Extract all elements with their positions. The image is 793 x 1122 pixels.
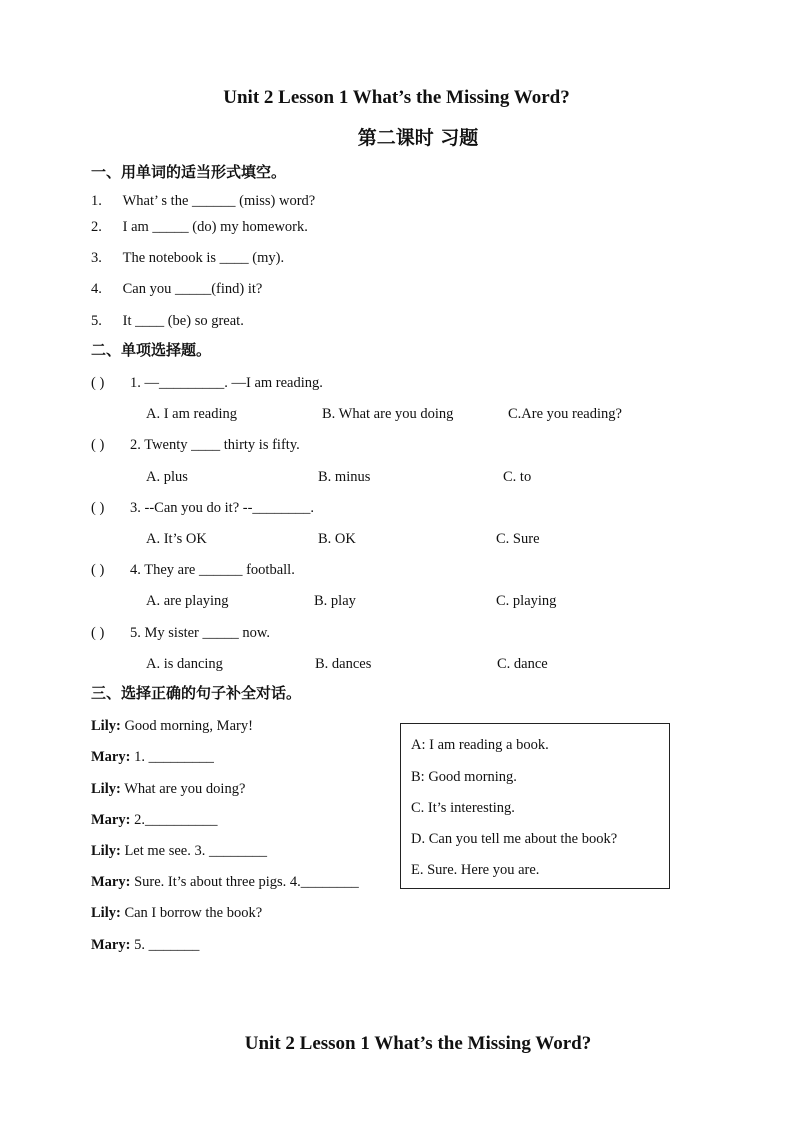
speaker-name: Lily: [91, 843, 121, 859]
speaker-name: Mary: [91, 937, 131, 953]
page-subtitle: 第二课时 习题 [357, 127, 479, 149]
item-text: I am _____ (do) my homework. [122, 219, 308, 235]
option-a: A. It’s OK [146, 531, 207, 547]
item-number: 1. [91, 193, 102, 209]
dialogue-line [91, 906, 262, 921]
option-b: B. OK [318, 531, 356, 547]
dialogue-line [91, 875, 359, 890]
option-b: B. What are you doing [322, 406, 454, 422]
dialogue-line [91, 813, 217, 828]
mc-question-1 [91, 376, 323, 391]
speaker-name: Lily: [91, 781, 121, 797]
option-c: C. to [503, 469, 532, 485]
question-stem: 3. --Can you do it? --________. [130, 500, 315, 516]
dialogue-text: Sure. It’s about three pigs. 4.________ [134, 874, 359, 890]
section2-heading: 二、单项选择题。 [91, 341, 212, 359]
item-text: The notebook is ____ (my). [122, 250, 285, 266]
speaker-name: Lily: [91, 718, 121, 734]
dialogue-line [91, 938, 199, 953]
page-title: Unit 2 Lesson 1 What’s the Missing Word? [223, 87, 570, 108]
dialogue-text: 1. _________ [134, 749, 214, 765]
dialogue-line [91, 719, 253, 734]
fill-item-3 [91, 251, 284, 266]
dialogue-text: Let me see. 3. ________ [124, 843, 267, 859]
item-text: What’ s the ______ (miss) word? [122, 193, 316, 209]
question-stem: 4. They are ______ football. [130, 562, 295, 578]
option-b: B. play [314, 593, 356, 609]
option-a: A. is dancing [146, 656, 223, 672]
mc-question-4 [91, 563, 295, 578]
dialogue-text: What are you doing? [124, 781, 246, 797]
dialogue-text: Good morning, Mary! [124, 718, 253, 734]
answer-blank: ( ) [91, 500, 105, 516]
dialogue-text: 5. _______ [134, 937, 200, 953]
dialogue-line [91, 750, 214, 765]
answer-blank: ( ) [91, 625, 105, 641]
item-number: 4. [91, 281, 102, 297]
box-option-e: E. Sure. Here you are. [411, 862, 540, 878]
answer-blank: ( ) [91, 562, 105, 578]
option-a: A. are playing [146, 593, 229, 609]
mc-question-3 [91, 501, 314, 516]
option-a: A. plus [146, 469, 188, 485]
item-number: 5. [91, 313, 102, 329]
option-c: C.Are you reading? [508, 406, 622, 422]
answer-blank: ( ) [91, 375, 105, 391]
question-stem: 1. —_________. —I am reading. [130, 375, 323, 391]
option-c: C. playing [496, 593, 557, 609]
dialogue-text: 2.__________ [134, 812, 218, 828]
option-c: C. Sure [496, 531, 540, 547]
answer-blank: ( ) [91, 437, 105, 453]
speaker-name: Mary: [91, 874, 131, 890]
fill-item-4 [91, 282, 262, 297]
mc-question-5 [91, 626, 270, 641]
dialogue-line [91, 844, 267, 859]
fill-item-5 [91, 314, 244, 329]
mc-question-2 [91, 438, 300, 453]
item-number: 3. [91, 250, 102, 266]
item-text: Can you _____(find) it? [122, 281, 263, 297]
speaker-name: Mary: [91, 749, 131, 765]
dialogue-text: Can I borrow the book? [124, 905, 263, 921]
section1-heading: 一、用单词的适当形式填空。 [91, 163, 287, 181]
speaker-name: Mary: [91, 812, 131, 828]
item-text: It ____ (be) so great. [122, 313, 244, 329]
fill-item-2 [91, 220, 308, 235]
option-c: C. dance [497, 656, 548, 672]
speaker-name: Lily: [91, 905, 121, 921]
item-number: 2. [91, 219, 102, 235]
question-stem: 2. Twenty ____ thirty is fifty. [130, 437, 300, 453]
box-option-c: C. It’s interesting. [411, 800, 515, 816]
option-b: B. minus [318, 469, 371, 485]
footer-title: Unit 2 Lesson 1 What’s the Missing Word? [244, 1033, 592, 1054]
dialogue-line [91, 782, 245, 797]
fill-item-1 [91, 194, 315, 209]
option-b: B. dances [315, 656, 372, 672]
box-option-d: D. Can you tell me about the book? [411, 831, 618, 847]
box-option-b: B: Good morning. [411, 769, 517, 785]
option-a: A. I am reading [146, 406, 237, 422]
question-stem: 5. My sister _____ now. [130, 625, 271, 641]
box-option-a: A: I am reading a book. [411, 737, 549, 753]
section3-heading: 三、选择正确的句子补全对话。 [91, 684, 302, 702]
